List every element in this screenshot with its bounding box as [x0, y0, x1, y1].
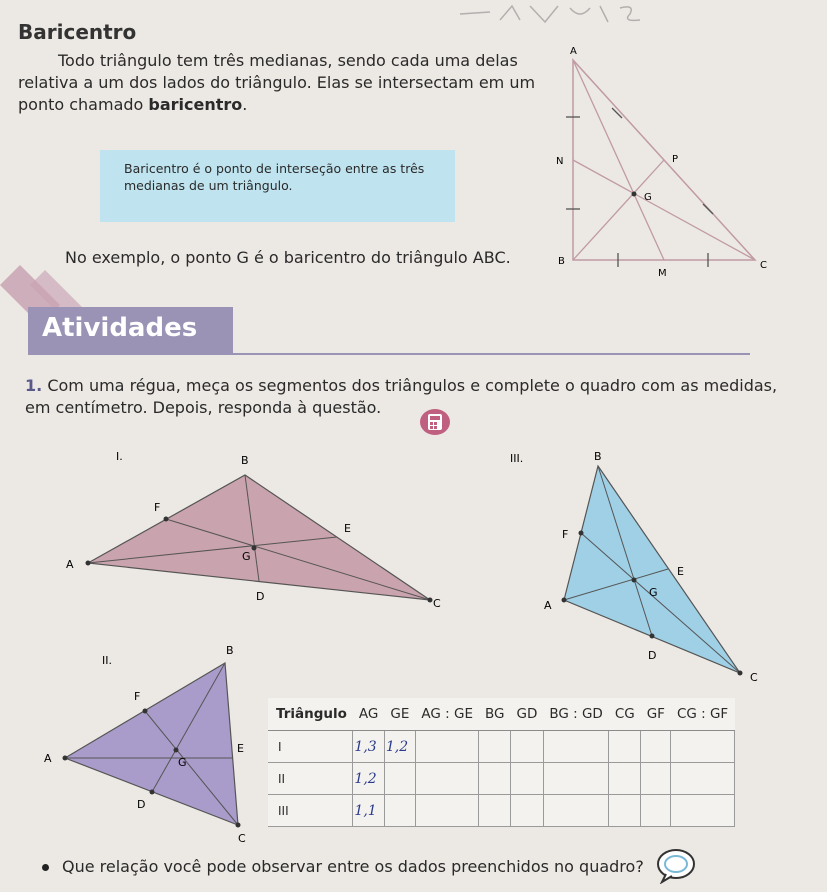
header-cell: GF — [641, 698, 671, 731]
exercise-statement — [25, 375, 785, 419]
example-label-g: G — [644, 192, 652, 203]
cell-cg[interactable] — [609, 763, 641, 795]
row-id: I — [268, 731, 353, 763]
header-cell: GD — [510, 698, 543, 731]
example-label-m: M — [658, 268, 667, 279]
intro-text-after: . — [242, 95, 248, 114]
triangle-3-label-g: G — [649, 586, 658, 599]
activities-divider — [28, 353, 750, 355]
cell-gd[interactable] — [510, 795, 543, 827]
row-id: III — [268, 795, 353, 827]
table-header-row — [268, 698, 734, 731]
definition-box: Baricentro é o ponto de interseção entre as três medianas de um triângulo. — [100, 150, 455, 222]
cell-gd[interactable] — [510, 731, 543, 763]
triangle-2-figure — [30, 640, 270, 850]
example-triangle-figure — [548, 42, 778, 282]
table-row — [268, 731, 734, 763]
intro-keyword: baricentro — [148, 95, 243, 114]
cell-ge[interactable]: 1,2 — [384, 731, 415, 763]
question-bullet — [42, 864, 49, 871]
cell-bg-gd[interactable] — [543, 795, 608, 827]
exercise-text: Com uma régua, meça os segmentos dos triângulos e complete o quadro com as medidas, em centímetro. Depois, responda à questão. — [25, 376, 778, 417]
triangle-2-label-e: E — [237, 742, 244, 755]
triangle-3-roman: III. — [510, 452, 524, 465]
cell-gf[interactable] — [641, 795, 671, 827]
speech-bubble-icon — [656, 848, 696, 884]
row-id: II — [268, 763, 353, 795]
exercise-number: 1. — [25, 376, 43, 395]
cell-ag[interactable]: 1,3 — [353, 731, 384, 763]
cell-bg[interactable] — [479, 763, 511, 795]
triangle-1-label-c: C — [433, 597, 441, 610]
header-cell: CG : GF — [671, 698, 734, 731]
handwriting-scribble — [450, 0, 670, 28]
cell-cg[interactable] — [609, 731, 641, 763]
section-title: Baricentro — [18, 20, 137, 44]
triangle-2-roman: II. — [102, 654, 112, 667]
cell-ag-ge[interactable] — [415, 795, 479, 827]
example-label-p: P — [672, 154, 679, 165]
cell-ag[interactable]: 1,1 — [353, 795, 384, 827]
triangle-1-figure — [60, 448, 460, 618]
intro-text-before: Todo triângulo tem três medianas, sendo cada uma delas relativa a um dos lados do triângulo. Elas se intersectam em um ponto chamado — [18, 51, 536, 114]
triangle-1-label-d: D — [256, 590, 265, 603]
triangle-3-label-e: E — [677, 565, 684, 578]
header-cell: BG : GD — [543, 698, 608, 731]
cell-cg-gf[interactable] — [671, 795, 734, 827]
question-text: Que relação você pode observar entre os dados preenchidos no quadro? — [62, 857, 644, 876]
header-cell: CG — [609, 698, 641, 731]
header-cell: BG — [479, 698, 511, 731]
header-cell: AG — [353, 698, 384, 731]
cell-cg[interactable] — [609, 795, 641, 827]
header-cell: GE — [384, 698, 415, 731]
example-text: No exemplo, o ponto G é o baricentro do triângulo ABC. — [65, 248, 511, 267]
triangle-1-label-g: G — [242, 550, 251, 563]
triangle-1-label-b: B — [241, 454, 249, 467]
cell-ag[interactable]: 1,2 — [353, 763, 384, 795]
triangle-3-label-c: C — [750, 671, 758, 684]
triangle-2-label-c: C — [238, 832, 246, 845]
example-label-b: B — [558, 256, 565, 267]
cell-ge[interactable] — [384, 763, 415, 795]
cell-bg[interactable] — [479, 731, 511, 763]
triangle-2-label-a: A — [44, 752, 52, 765]
cell-ag-ge[interactable] — [415, 763, 479, 795]
triangle-3-label-d: D — [648, 649, 657, 662]
triangle-2-label-d: D — [137, 798, 146, 811]
cell-bg[interactable] — [479, 795, 511, 827]
triangle-3-label-f: F — [562, 528, 569, 541]
cell-ag-ge[interactable] — [415, 731, 479, 763]
triangle-3-figure — [500, 448, 780, 688]
cell-gd[interactable] — [510, 763, 543, 795]
cell-gf[interactable] — [641, 763, 671, 795]
cell-bg-gd[interactable] — [543, 763, 608, 795]
cell-gf[interactable] — [641, 731, 671, 763]
triangle-1-label-e: E — [344, 522, 351, 535]
example-label-a: A — [570, 46, 577, 57]
table-row — [268, 763, 734, 795]
example-label-c: C — [760, 260, 767, 271]
cell-ge[interactable] — [384, 795, 415, 827]
measurements-table — [268, 698, 735, 827]
table-row — [268, 795, 734, 827]
triangle-2-label-b: B — [226, 644, 234, 657]
triangle-1-roman: I. — [116, 450, 123, 463]
intro-paragraph — [18, 50, 538, 116]
triangle-2-label-g: G — [178, 756, 187, 769]
example-label-n: N — [556, 156, 564, 167]
cell-cg-gf[interactable] — [671, 763, 734, 795]
triangle-3-label-a: A — [544, 599, 552, 612]
triangle-1-label-a: A — [66, 558, 74, 571]
triangle-3-label-b: B — [594, 450, 602, 463]
header-cell: Triângulo — [268, 698, 353, 731]
activities-banner: Atividades — [28, 307, 233, 355]
triangle-1-label-f: F — [154, 501, 161, 514]
cell-bg-gd[interactable] — [543, 731, 608, 763]
header-cell: AG : GE — [415, 698, 479, 731]
calculator-icon — [420, 408, 450, 436]
cell-cg-gf[interactable] — [671, 731, 734, 763]
triangle-2-label-f: F — [134, 690, 141, 703]
